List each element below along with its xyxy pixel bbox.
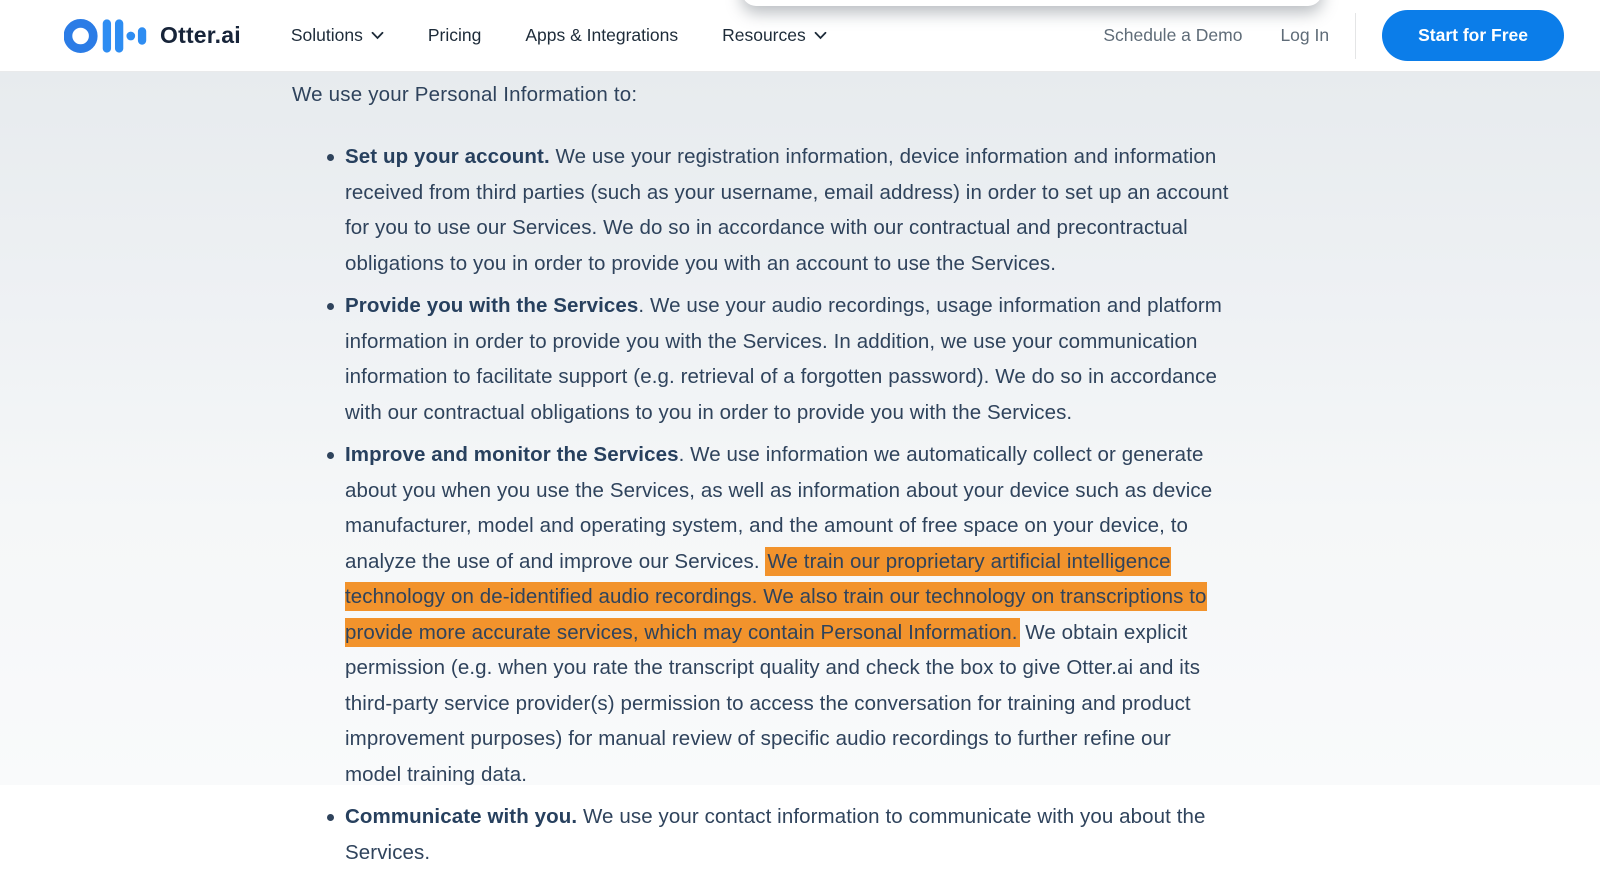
nav-item-solutions-label: Solutions bbox=[290, 25, 363, 45]
header-actions bbox=[1103, 10, 1564, 61]
otter-logo-wordmark: Otter.ai bbox=[160, 22, 241, 48]
nav-item-resources-label: Resources bbox=[722, 25, 806, 45]
nav-item-apps-integrations[interactable] bbox=[525, 25, 678, 46]
top-overlay-shadow bbox=[742, 0, 1322, 6]
list-item-setup-account bbox=[345, 139, 1232, 281]
login-link[interactable]: Log In bbox=[1280, 25, 1330, 45]
otter-waveform-logo-icon bbox=[64, 18, 147, 54]
bullet-body: . We use information we automatically collect or generate about you when you use the Services, as well as information about your device such as device manufacturer, model and operating system, and the amount of free space on your device, to analyze the use of and improve our Services. bbox=[345, 443, 1213, 573]
section-intro: We use your Personal Information to: bbox=[292, 83, 638, 106]
nav-item-pricing-label: Pricing bbox=[427, 25, 482, 45]
highlighted-passage: We train our proprietary artificial intelligence technology on de-identified audio recordings. We also train our technology on transcriptions to provide more accurate services, which may contain Personal Information. bbox=[345, 547, 1207, 647]
nav-item-resources[interactable] bbox=[722, 25, 827, 46]
bullet-body: We obtain explicit permission (e.g. when you rate the transcript quality and check the box to give Otter.ai and its third-party service provider(s) permission to access the conversation for training and product improvement purposes) for manual review of specific audio recordings to further refine our model training data. bbox=[345, 620, 1201, 786]
header-divider bbox=[1355, 13, 1356, 59]
bullet-body: . We use your audio recordings, usage information and platform information in order to provide you with the Services. In addition, we use your communication information to facilitate support (e.g. retrieval of a forgotten password). We do so in accordance with our contractual obligations to you in order to provide you with the Services. bbox=[345, 294, 1222, 424]
otter-logo[interactable] bbox=[64, 18, 241, 54]
bullet-lead: Improve and monitor the Services bbox=[345, 443, 679, 466]
start-for-free-button[interactable]: Start for Free bbox=[1382, 10, 1564, 61]
bullet-lead: Set up your account. bbox=[345, 145, 550, 168]
bullet-lead: Provide you with the Services bbox=[345, 294, 639, 317]
bullet-body: We use your registration information, device information and information received from third parties (such as your username, email address) in order to set up an account for you to use our Services. We do so in accordance with our contractual and precontractual obligations to you in order to provide you with an account to use the Services. bbox=[345, 145, 1229, 275]
nav-item-pricing[interactable] bbox=[428, 25, 482, 46]
list-item-provide-services bbox=[345, 288, 1232, 430]
schedule-demo-link[interactable]: Schedule a Demo bbox=[1103, 25, 1243, 45]
main-nav-links bbox=[291, 25, 827, 46]
list-item-clipped-next bbox=[345, 799, 1232, 870]
bullet-body: We use your contact information to communicate with you about the Services. bbox=[345, 805, 1206, 864]
bullet-lead: Communicate with you. bbox=[345, 805, 578, 828]
nav-item-apps-integrations-label: Apps & Integrations bbox=[525, 25, 679, 45]
top-nav bbox=[0, 0, 1600, 72]
list-item-improve-services bbox=[345, 437, 1232, 792]
privacy-policy-content bbox=[0, 72, 1600, 864]
chevron-down-icon bbox=[371, 31, 384, 40]
nav-item-solutions[interactable] bbox=[291, 25, 384, 46]
policy-bullet-list bbox=[292, 139, 1232, 870]
chevron-down-icon bbox=[814, 31, 827, 40]
